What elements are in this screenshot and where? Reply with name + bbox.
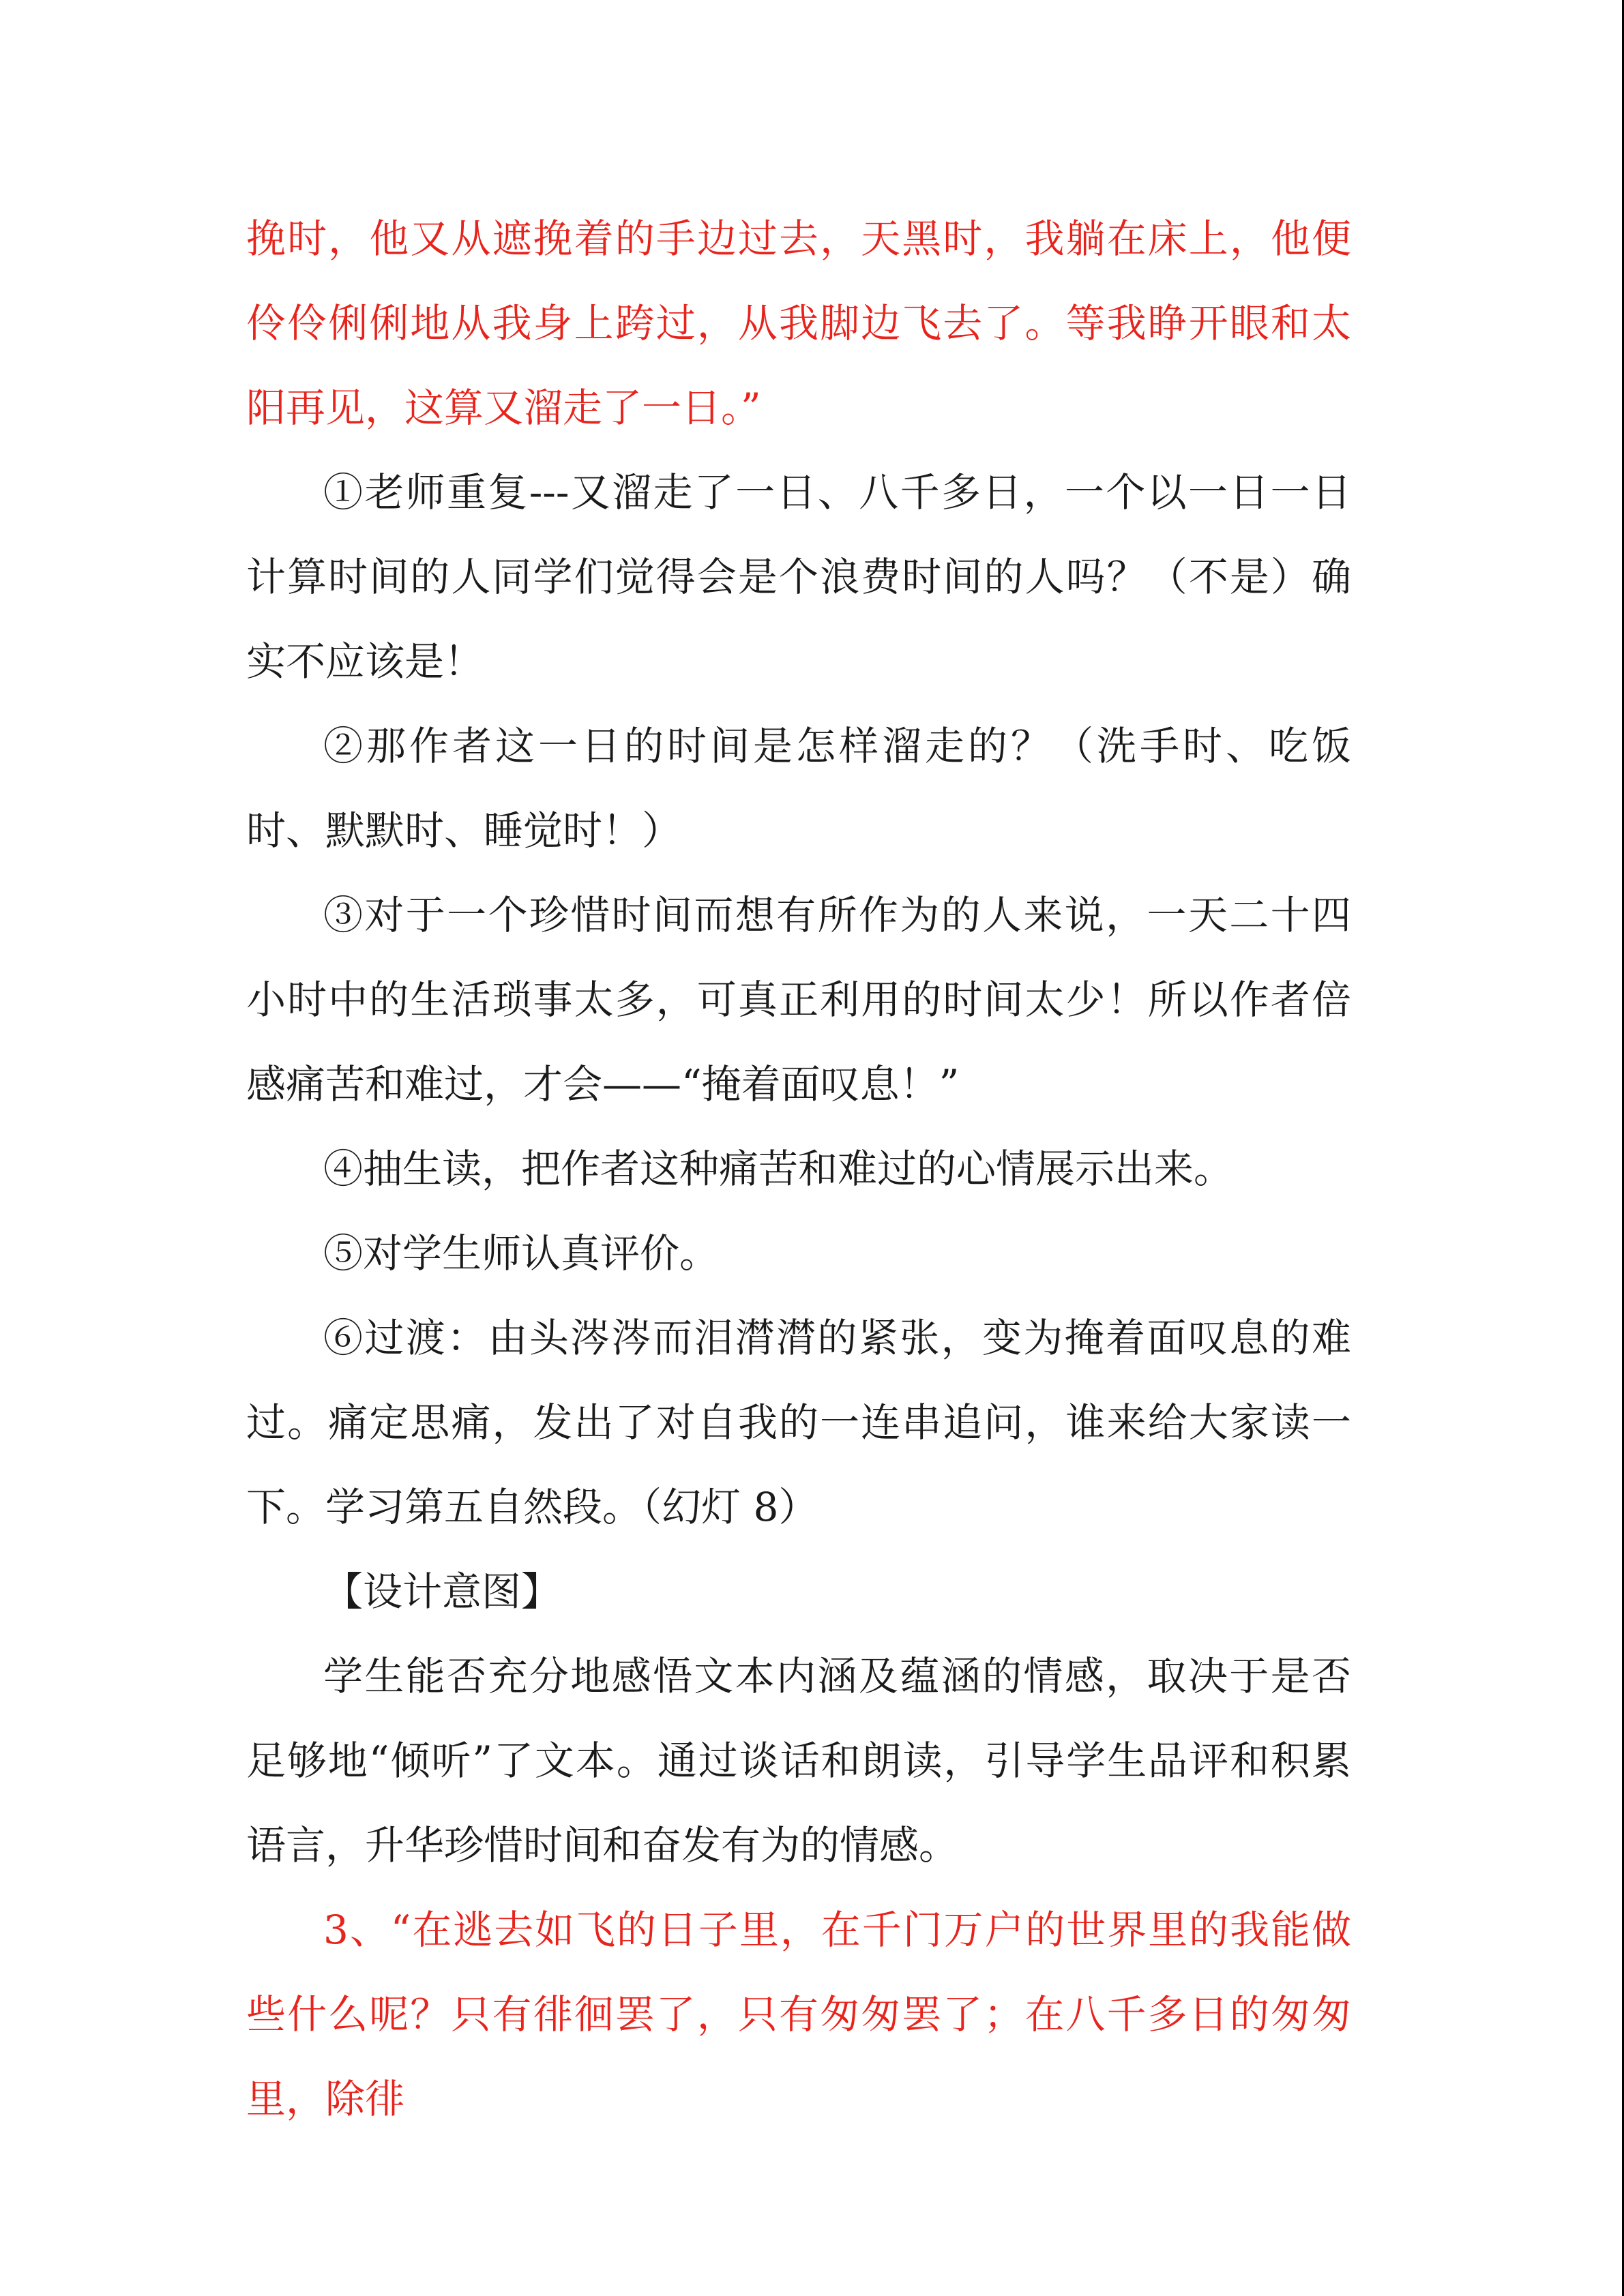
design-intent-paragraph: 学生能否充分地感悟文本内涵及蕴涵的情感，取决于是否足够地“倾听”了文本。通过谈话和朗读，引导学生品评和积累语言，升华珍惜时间和奋发有为的情感。 [246, 1653, 1351, 1868]
design-intent-heading: 【设计意图】 [323, 1568, 561, 1615]
section-3-quote-paragraph: 3、“在逃去如飞的日子里，在千门万户的世界里的我能做些什么呢？只有徘徊罢了，只有匆匆罢了；在八千多日的匆匆里，除徘 [246, 1907, 1351, 2122]
quote-continuation-paragraph: 挽时，他又从遮挽着的手边过去，天黑时，我躺在床上，他便伶伶俐俐地从我身上跨过，从我脚边飞去了。等我睁开眼和太阳再见，这算又溜走了一日。” [246, 215, 1351, 431]
step-1-paragraph: ①老师重复---又溜走了一日、八千多日，一个以一日一日计算时间的人同学们觉得会是个浪费时间的人吗？（不是）确实不应该是！ [246, 469, 1351, 685]
step-5-paragraph: ⑤对学生师认真评价。 [323, 1230, 720, 1277]
step-3-paragraph: ③对于一个珍惜时间而想有所作为的人来说，一天二十四小时中的生活琐事太多，可真正利用的时间太少！所以作者倍感痛苦和难过，才会——“掩着面叹息！” [246, 892, 1351, 1107]
step-2-paragraph: ②那作者这一日的时间是怎样溜走的？（洗手时、吃饭时、默默时、睡觉时！） [246, 723, 1351, 854]
document-body [246, 196, 1351, 2141]
step-4-paragraph: ④抽生读，把作者这种痛苦和难过的心情展示出来。 [323, 1146, 1234, 1192]
step-6-paragraph: ⑥过渡：由头涔涔而泪潸潸的紧张，变为掩着面叹息的难过。痛定思痛，发出了对自我的一连串追问，谁来给大家读一下。学习第五自然段。（幻灯 8） [246, 1315, 1351, 1530]
